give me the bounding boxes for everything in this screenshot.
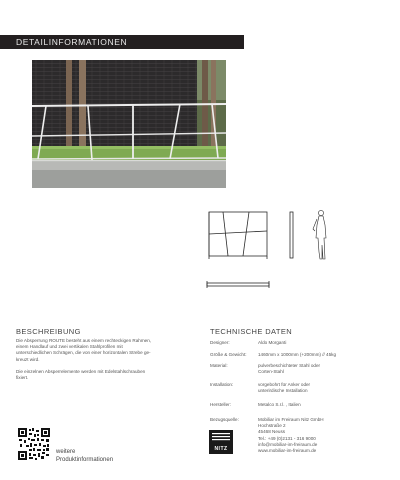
nitz-logo [209,430,233,454]
tech-value-line: 45468 Neuss [258,429,286,435]
description-line: fixiert. [16,375,29,381]
tech-value [258,417,378,454]
tech-value-line: Aldo Morganti [258,340,287,345]
tech-value-line: Tel.: +49 (0)2131 - 316 9000 [258,435,316,441]
description-line: Die einzelnen Absperrelemente werden mit Edelstahlschrauben [16,369,146,374]
tech-value-line: pulverbeschichteter Stahl oder [258,363,321,368]
tech-label: Designer: [210,340,230,345]
product-photo [32,60,226,188]
tech-value [258,402,378,408]
description-line: Die Absperrung ROUTE besteht aus einem rechteckigen Rahmen, [16,338,152,343]
qr-caption-line: weitere [56,449,76,455]
description-line: kreuzt wird. [16,356,40,362]
qr-caption [56,448,113,464]
page-title: DETAILINFORMATIONEN [16,37,128,47]
description-text [16,338,201,381]
tech-value-line: Hochstraße 2 [258,423,286,429]
tech-value [258,382,378,394]
tech-heading: TECHNISCHE DATEN [210,327,293,336]
logo-text: NITZ [214,446,228,452]
tech-value-line: 1460mm x 1000mm (+200mm) // 45kg [258,352,336,357]
logo-stripes-icon [212,433,230,443]
tech-value-line: vorgebohrt für Anker oder [258,382,311,387]
technical-drawing [203,205,343,300]
tech-value-line[interactable]: info@mobiliar-im-freiraum.de [258,441,318,447]
tech-label: Material: [210,363,228,368]
tech-value-line[interactable]: www.mobiliar-im-freiraum.de [258,448,317,454]
description-line: einem Handlauf und zwei vertikalen Stahlprofilen mit [16,344,123,350]
qr-caption-line: Produktinformationen [56,457,114,463]
tech-label: Installation: [210,382,234,387]
tech-value [258,352,378,358]
qr-code-icon [18,428,50,460]
description-line: unterschiedlichen Schrägen, die von einer horizontalen Strebe ge- [16,350,151,356]
tech-label: Hersteller: [210,402,231,407]
qr-code[interactable] [18,428,50,460]
tech-value [258,340,378,346]
tech-value-line: Metalco S.r.l. , Italien [258,402,301,407]
description-heading: BESCHREIBUNG [16,327,81,336]
tech-value-line: unterirdische Installation [258,388,308,394]
tech-value-line: Corten-Stahl [258,369,284,375]
tech-label: Bezugsquelle: [210,417,239,422]
tech-value-line: Mobiliar im Freiraum Nitz GmbH [258,417,324,422]
tech-label: Größe & Gewicht: [210,352,247,357]
tech-value [258,363,378,375]
